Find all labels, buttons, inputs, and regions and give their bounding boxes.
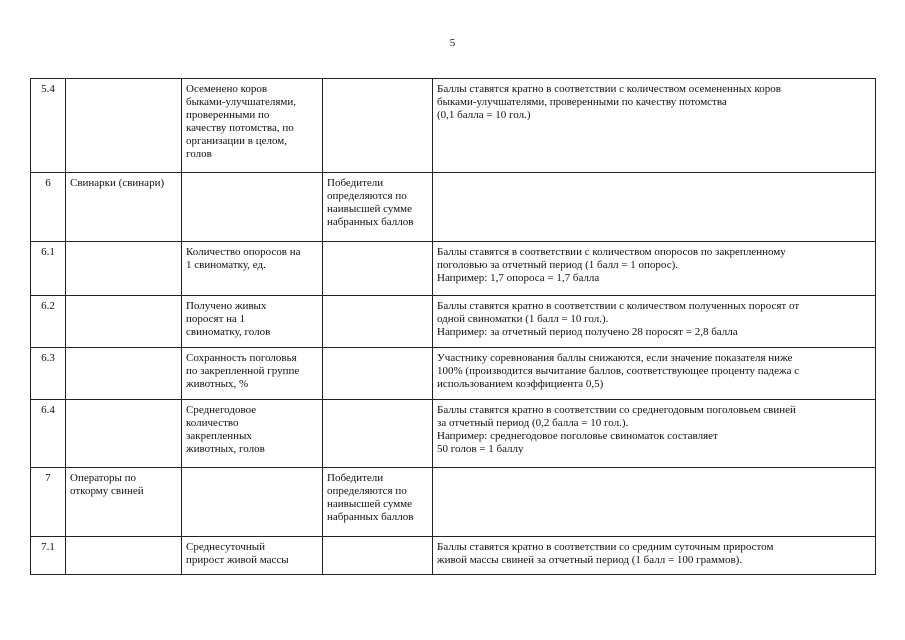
row-number: 6.4: [31, 400, 66, 468]
scoring-cell: [433, 173, 876, 242]
table-row: [31, 296, 876, 348]
participant-cell: [66, 242, 182, 296]
indicator-cell: Среднегодовое количество закрепленных животных, голов: [182, 400, 323, 468]
table-row: [31, 468, 876, 537]
participant-cell: [66, 348, 182, 400]
winners-cell: [323, 348, 433, 400]
winners-cell: [323, 400, 433, 468]
participant-cell: [66, 79, 182, 173]
winners-cell: [323, 79, 433, 173]
winners-cell: Победители определяются по наивысшей сумме набранных баллов: [323, 468, 433, 537]
indicator-cell: Количество опоросов на 1 свиноматку, ед.: [182, 242, 323, 296]
table-row: [31, 173, 876, 242]
scoring-cell: Баллы ставятся кратно в соответствии с количеством осемененных коров быками-улучшателями, проверенными по качеству потомства (0,1 балла = 10 гол.): [433, 79, 876, 173]
criteria-table: [30, 78, 876, 575]
participant-cell: Операторы по откорму свиней: [66, 468, 182, 537]
indicator-cell: Осеменено коров быками-улучшателями, проверенными по качеству потомства, по организации в целом, голов: [182, 79, 323, 173]
table-row: [31, 400, 876, 468]
indicator-cell: Сохранность поголовья по закрепленной группе животных, %: [182, 348, 323, 400]
page-number: 5: [449, 37, 456, 49]
indicator-cell: [182, 173, 323, 242]
table-row: [31, 79, 876, 173]
winners-cell: [323, 296, 433, 348]
row-number: 6: [31, 173, 66, 242]
table-row: [31, 537, 876, 575]
row-number: 6.2: [31, 296, 66, 348]
winners-cell: [323, 537, 433, 575]
participant-cell: Свинарки (свинари): [66, 173, 182, 242]
scoring-cell: [433, 468, 876, 537]
indicator-cell: Среднесуточный прирост живой массы: [182, 537, 323, 575]
scoring-cell: Баллы ставятся кратно в соответствии с количеством полученных поросят от одной свиноматки (1 балл = 10 гол.). Например: за отчетный период получено 28 поросят = 2,8 балла: [433, 296, 876, 348]
row-number: 7: [31, 468, 66, 537]
winners-cell: [323, 242, 433, 296]
scoring-cell: Баллы ставятся кратно в соответствии со среднегодовым поголовьем свиней за отчетный период (0,2 балла = 10 гол.). Например: среднегодовое поголовье свиноматок составляет 50 голов = 1 баллу: [433, 400, 876, 468]
participant-cell: [66, 296, 182, 348]
scoring-cell: Участнику соревнования баллы снижаются, если значение показателя ниже 100% (производится вычитание баллов, соответствующее проценту падежа с использованием коэффициента 0,5): [433, 348, 876, 400]
indicator-cell: Получено живых поросят на 1 свиноматку, голов: [182, 296, 323, 348]
table-row: [31, 348, 876, 400]
table-row: [31, 242, 876, 296]
scoring-cell: Баллы ставятся в соответствии с количеством опоросов по закрепленному поголовью за отчетный период (1 балл = 1 опорос). Например: 1,7 опороса = 1,7 балла: [433, 242, 876, 296]
row-number: 6.1: [31, 242, 66, 296]
row-number: 5.4: [31, 79, 66, 173]
row-number: 6.3: [31, 348, 66, 400]
indicator-cell: [182, 468, 323, 537]
participant-cell: [66, 537, 182, 575]
participant-cell: [66, 400, 182, 468]
winners-cell: Победители определяются по наивысшей сумме набранных баллов: [323, 173, 433, 242]
row-number: 7.1: [31, 537, 66, 575]
scoring-cell: Баллы ставятся кратно в соответствии со средним суточным приростом живой массы свиней за отчетный период (1 балл = 100 граммов).: [433, 537, 876, 575]
